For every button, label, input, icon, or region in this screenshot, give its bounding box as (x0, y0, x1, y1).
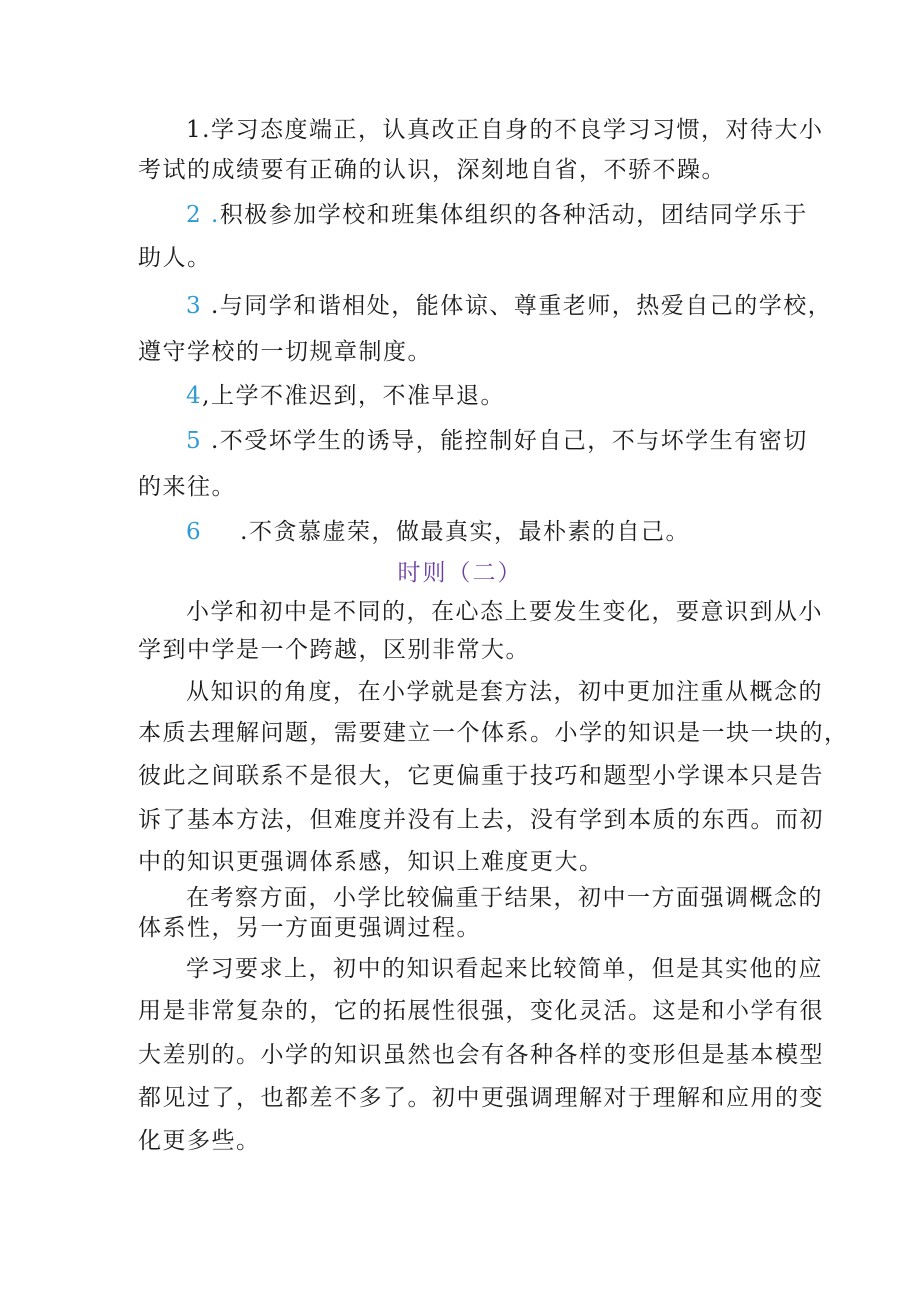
paragraph-4-line-4: 都见过了，也都差不多了。初中更强调理解对于理解和应用的变 (138, 1085, 824, 1111)
paragraph-4-line-2: 用是非常复杂的，它的拓展性很强，变化灵活。这是和小学有很 (138, 998, 824, 1024)
paragraph-4-line-5: 化更多些。 (138, 1128, 261, 1154)
paragraph-2-line-1: 从知识的角度，在小学就是套方法，初中更加注重从概念的 (186, 679, 823, 705)
rule-6-line-1 (186, 517, 690, 547)
paragraph-2-line-2: 本质去理解问题，需要建立一个体系。小学的知识是一块一块的， (138, 720, 849, 746)
section-title: 时则（二） (397, 560, 523, 586)
rule-5-line-2: 的来往。 (138, 474, 236, 500)
rule-3-text-1: 与同学和谐相处，能体谅、尊重老师，热爱自己的学校， (219, 293, 833, 319)
rule-4-number: 4 (186, 383, 203, 409)
rule-1-line-1 (186, 115, 823, 145)
paragraph-3-line-1: 在考察方面，小学比较偏重于结果，初中一方面强调概念的 (186, 885, 823, 911)
paragraph-1-line-2: 学到中学是一个跨越，区别非常大。 (138, 637, 530, 663)
paragraph-4-line-3: 大差别的。小学的知识虽然也会有各种各样的变形但是基本模型 (138, 1042, 824, 1068)
rule-2-number: 2 (186, 202, 203, 228)
rule-6-text-1: 不贪慕虚荣，做最真实，最朴素的自己。 (248, 519, 690, 545)
rule-2-line-2: 助人。 (138, 245, 212, 271)
rule-4-line-1 (186, 381, 505, 411)
rule-3-sep: . (202, 293, 220, 319)
rule-1-number: 1 (186, 117, 203, 143)
rule-4-text-1: 上学不准迟到，不准早退。 (210, 383, 505, 409)
rule-3-line-2: 遵守学校的一切规章制度。 (138, 339, 432, 365)
paragraph-2-line-4: 诉了基本方法，但难度并没有上去，没有学到本质的东西。而初 (138, 807, 824, 833)
rule-5-text-1: 不受坏学生的诱导，能控制好自己，不与坏学生有密切 (219, 428, 808, 454)
rule-1-text-1: 学习态度端正，认真改正自身的不良学习习惯，对待大小 (210, 117, 824, 143)
rule-6-sep: . (240, 519, 249, 545)
rule-3-line-1 (186, 291, 832, 321)
paragraph-1-line-1: 小学和初中是不同的，在心态上要发生变化，要意识到从小 (186, 599, 823, 625)
paragraph-2-line-3: 彼此之间联系不是很大，它更偏重于技巧和题型小学课本只是告 (138, 763, 824, 789)
rule-2-sep: . (202, 202, 220, 228)
rule-5-line-1 (186, 426, 808, 456)
rule-1-sep: . (202, 117, 211, 143)
rule-5-number: 5 (186, 428, 203, 454)
rule-6-number: 6 (186, 519, 203, 545)
rule-3-number: 3 (186, 293, 203, 319)
rule-4-sep: , (202, 383, 211, 409)
rule-2-text-1: 积极参加学校和班集体组织的各种活动，团结同学乐于 (219, 202, 808, 228)
rule-1-line-2: 考试的成绩要有正确的认识，深刻地自省，不骄不躁。 (138, 157, 726, 183)
paragraph-3-line-2: 体系性，另一方面更强调过程。 (138, 915, 481, 941)
rule-5-sep: . (202, 428, 220, 454)
rule-2-line-1 (186, 200, 808, 230)
paragraph-2-line-5: 中的知识更强调体系感，知识上难度更大。 (138, 849, 604, 875)
paragraph-4-line-1: 学习要求上，初中的知识看起来比较简单，但是其实他的应 (186, 956, 823, 982)
